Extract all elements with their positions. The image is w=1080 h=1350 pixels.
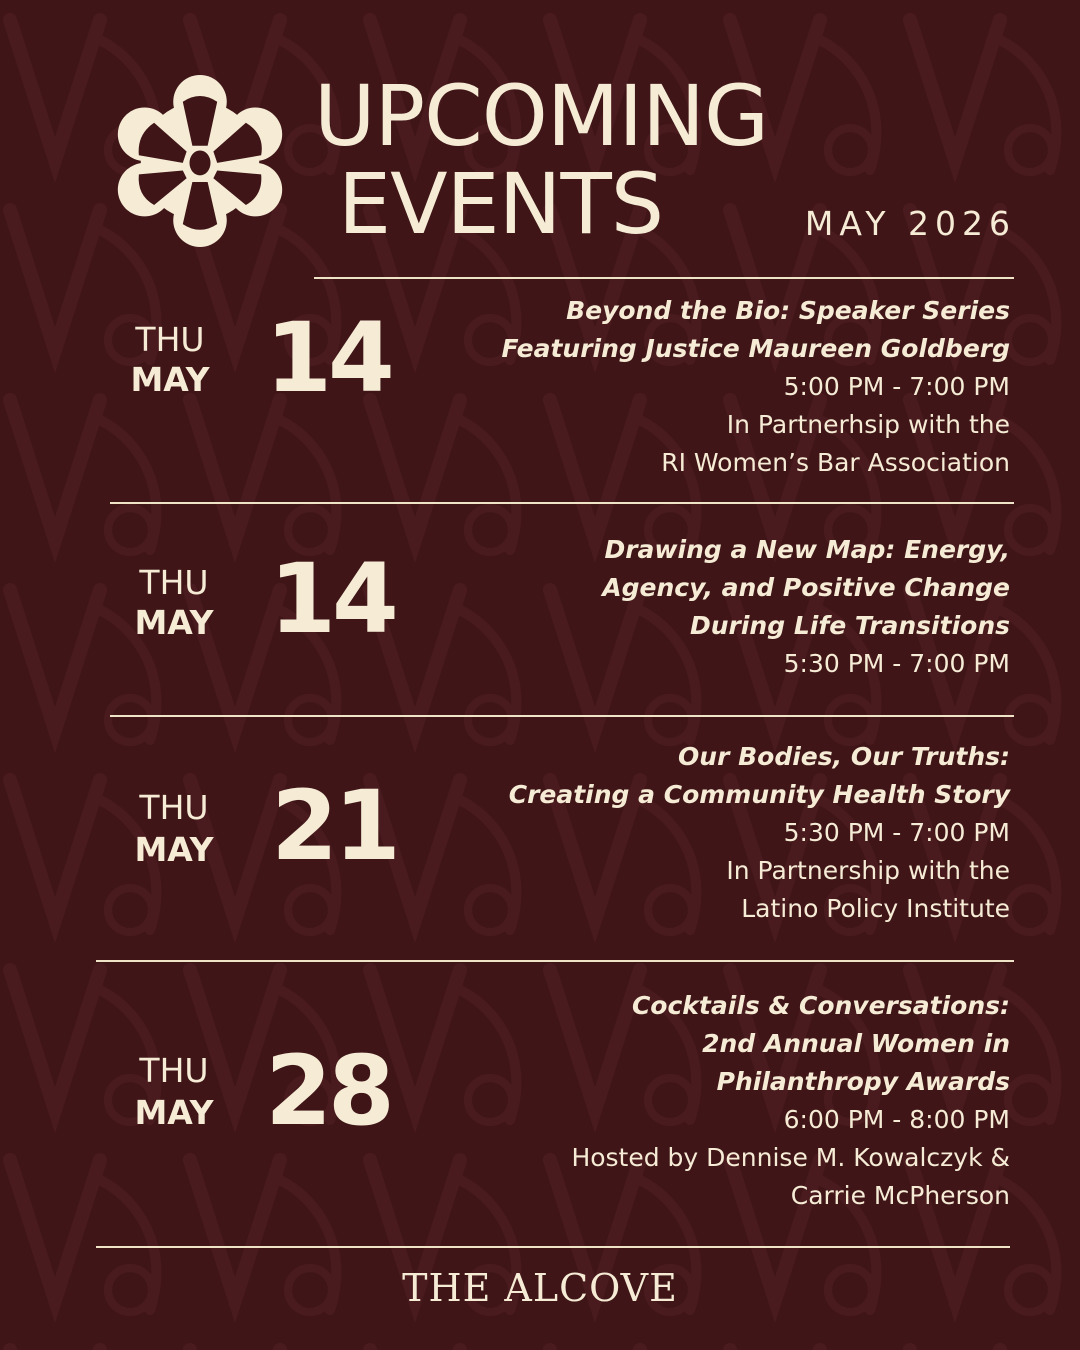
page-title [314, 67, 769, 253]
event-day: 21 [271, 770, 397, 882]
event-title-line: Beyond the Bio: Speaker Series [566, 296, 1010, 325]
event-weekday: THU [135, 320, 205, 359]
event-title-line: Philanthropy Awards [716, 1067, 1010, 1096]
event-day: 14 [265, 302, 391, 414]
event-title-line: Agency, and Positive Change [602, 573, 1010, 602]
event-info [410, 531, 1010, 683]
divider [110, 715, 1014, 717]
divider [96, 1246, 1010, 1248]
event-title-line: Drawing a New Map: Energy, [604, 535, 1010, 564]
event-detail-line: In Partnerhsip with the [726, 410, 1010, 439]
event-title-line: Featuring Justice Maureen Goldberg [501, 334, 1010, 363]
event-title-line: Creating a Community Health Story [508, 780, 1010, 809]
event-month: MAY [134, 830, 214, 869]
event-title-line: Our Bodies, Our Truths: [678, 742, 1010, 771]
divider [96, 960, 1014, 962]
event-item [0, 963, 1080, 1245]
title-line-1: UPCOMING [314, 67, 769, 165]
event-weekday: THU [139, 1051, 209, 1090]
event-item [0, 280, 1080, 502]
event-time: 5:00 PM - 7:00 PM [783, 372, 1010, 401]
event-day: 14 [269, 543, 395, 655]
event-item [0, 718, 1080, 960]
event-item [0, 505, 1080, 715]
event-day: 28 [265, 1035, 391, 1147]
header [0, 0, 1080, 270]
event-detail-line: Carrie McPherson [790, 1181, 1010, 1210]
event-month: MAY [134, 1093, 214, 1132]
event-info [410, 987, 1010, 1215]
event-time: 5:30 PM - 7:00 PM [783, 649, 1010, 678]
divider [314, 277, 1014, 279]
event-weekday: THU [139, 788, 209, 827]
event-month: MAY [134, 603, 214, 642]
event-detail-line: Hosted by Dennise M. Kowalczyk & [571, 1143, 1010, 1172]
event-title-line: During Life Transitions [689, 611, 1010, 640]
footer-brand: THE ALCOVE [402, 1266, 678, 1310]
title-line-2: EVENTS [338, 155, 664, 253]
month-year-label: MAY 2026 [804, 204, 1016, 243]
flower-wheel-icon [104, 75, 296, 247]
event-weekday: THU [139, 563, 209, 602]
event-detail-line: RI Women’s Bar Association [661, 448, 1010, 477]
event-title-line: Cocktails & Conversations: [631, 991, 1010, 1020]
divider [110, 502, 1014, 504]
event-time: 5:30 PM - 7:00 PM [783, 818, 1010, 847]
event-detail-line: Latino Policy Institute [741, 894, 1010, 923]
event-month: MAY [130, 360, 210, 399]
event-info [410, 738, 1010, 928]
event-time: 6:00 PM - 8:00 PM [783, 1105, 1010, 1134]
event-title-line: 2nd Annual Women in [702, 1029, 1010, 1058]
event-info [410, 292, 1010, 482]
event-detail-line: In Partnership with the [726, 856, 1010, 885]
